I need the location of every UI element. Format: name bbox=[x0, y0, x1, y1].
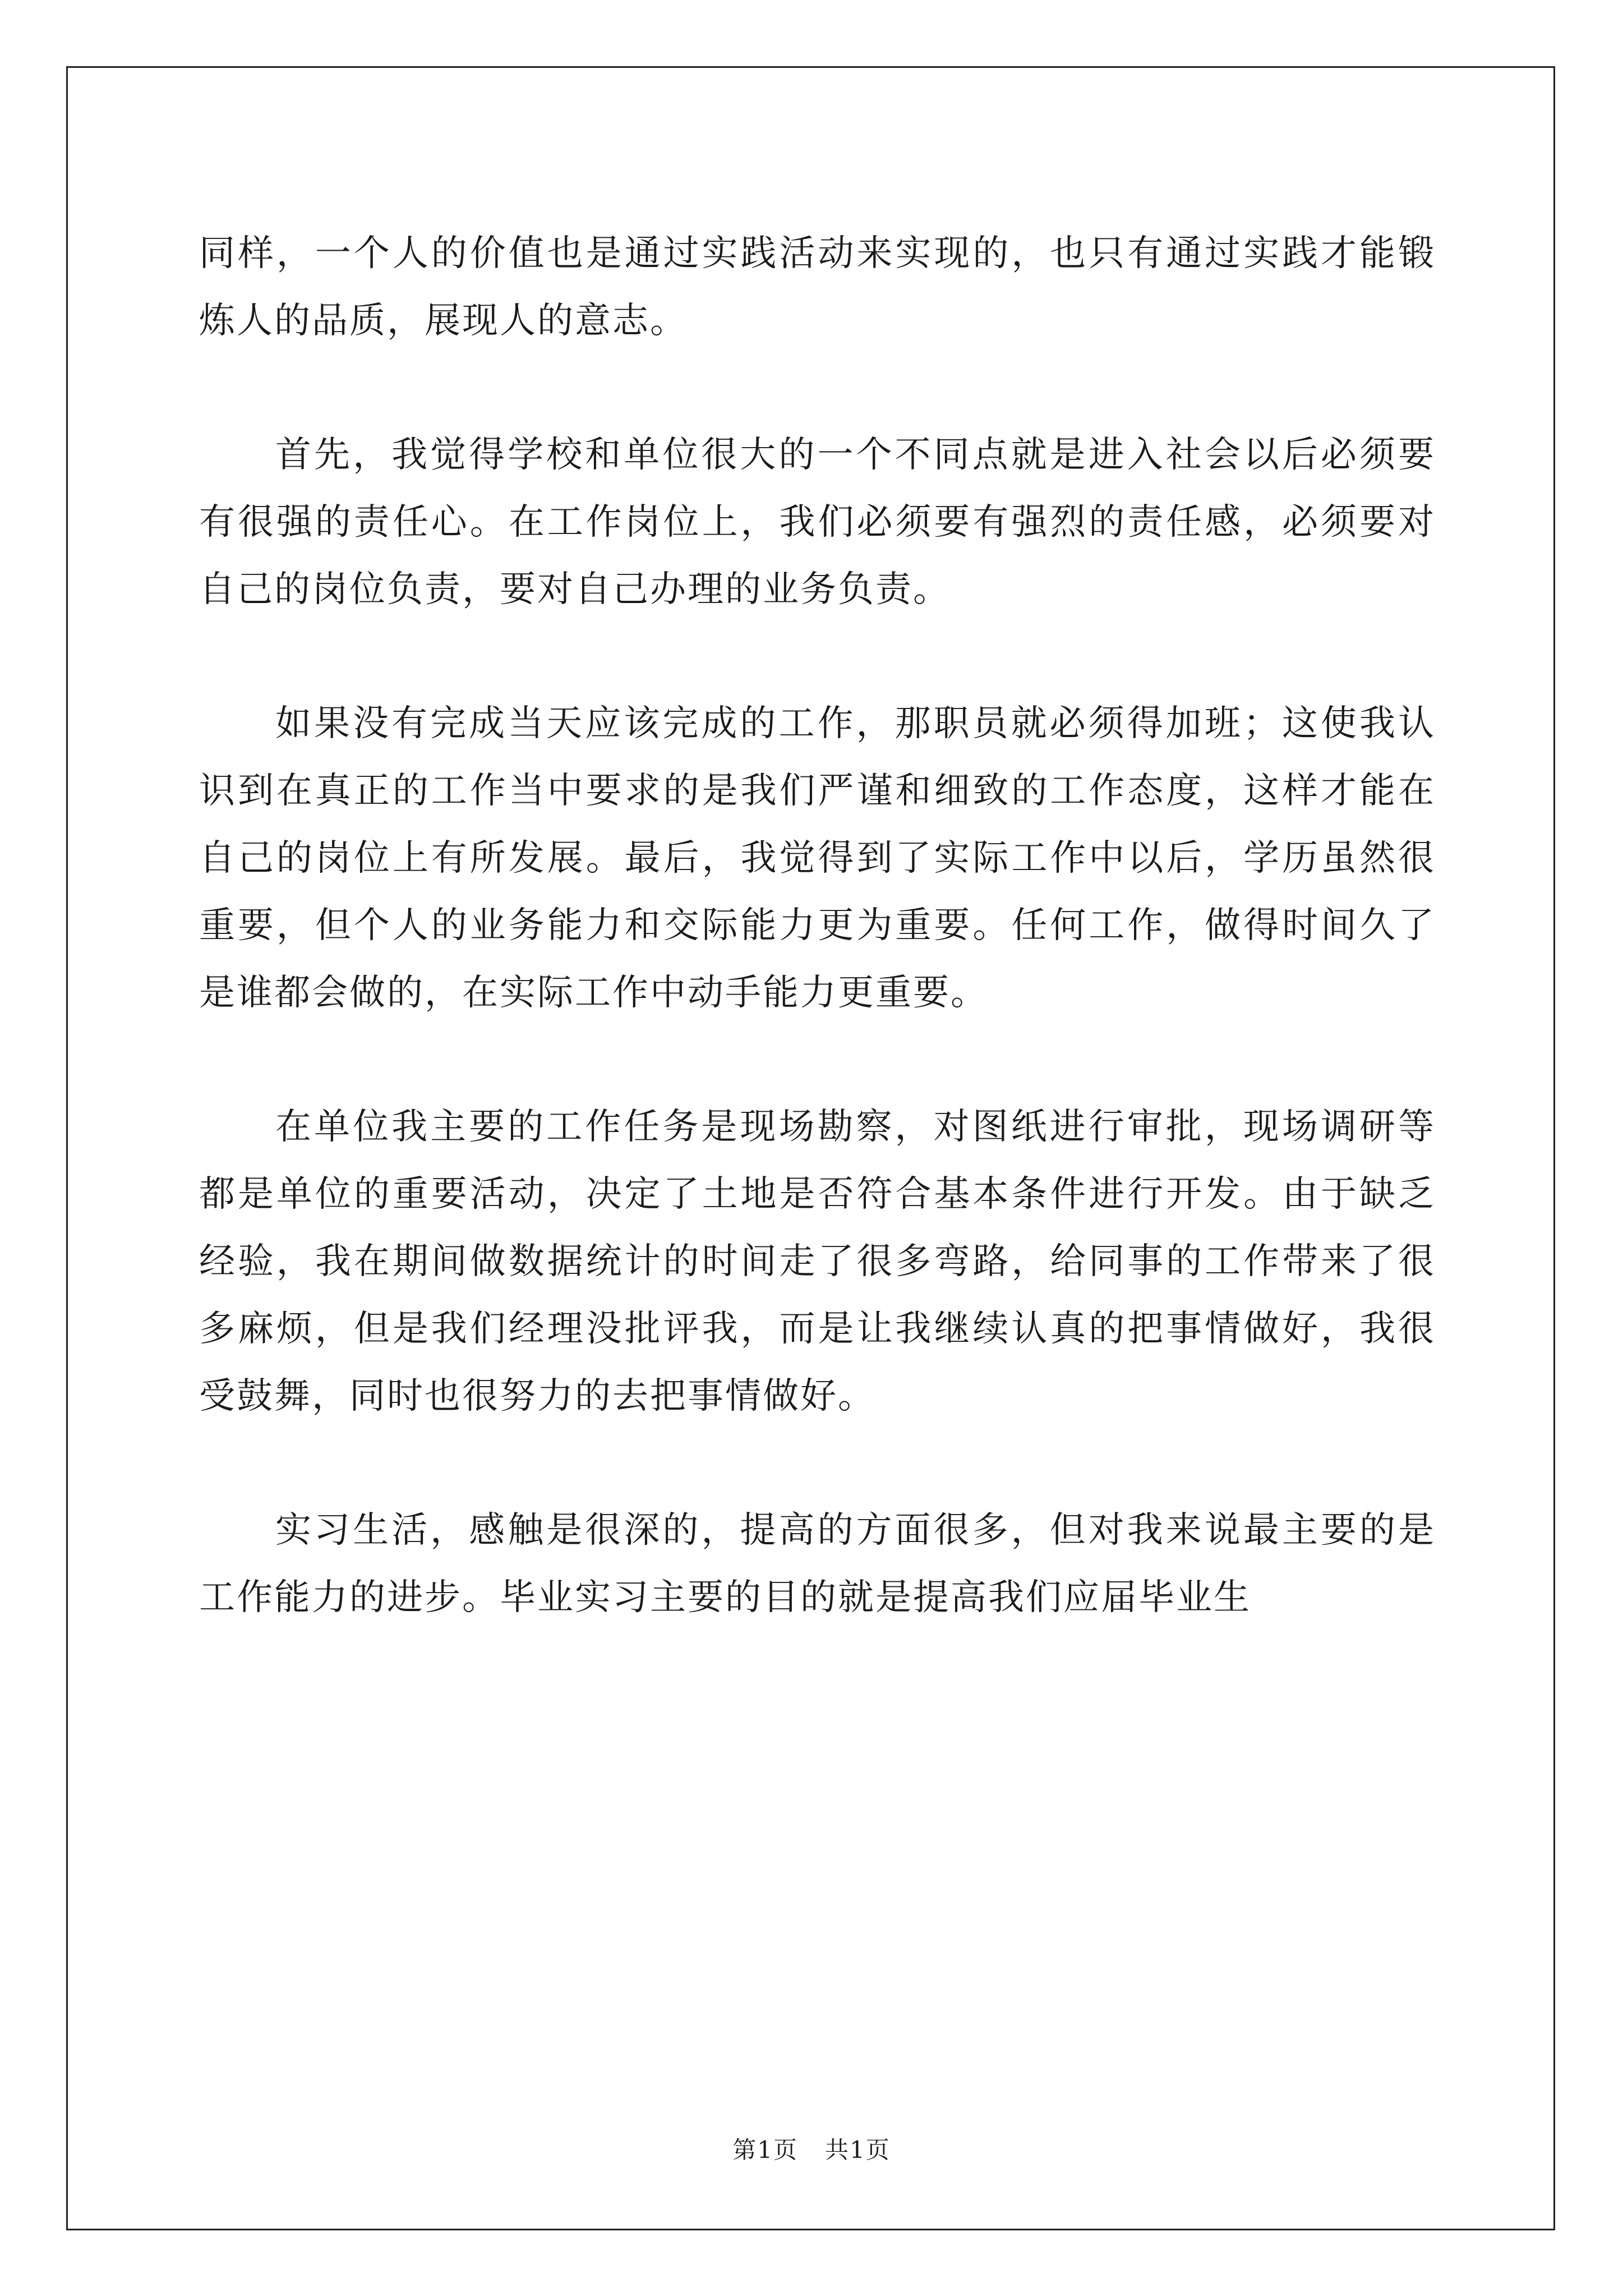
page-number: 第1页 bbox=[732, 2136, 798, 2164]
page-total: 共1页 bbox=[825, 2136, 891, 2164]
paragraph: 在单位我主要的工作任务是现场勘察，对图纸进行审批，现场调研等都是单位的重要活动，决定了土地是否符合基本条件进行开发。由于缺乏经验，我在期间做数据统计的时间走了很多弯路，给同事的工作带来了很多麻烦，但是我们经理没批评我，而是让我继续认真的把事情做好，我很受鼓舞，同时也很努力的去把事情做好。 bbox=[199, 1106, 1436, 1417]
paragraph: 实习生活，感触是很深的，提高的方面很多，但对我来说最主要的是工作能力的进步。毕业实习主要的目的就是提高我们应届毕业生 bbox=[199, 1510, 1436, 1618]
page-footer bbox=[0, 2132, 1623, 2165]
paragraph: 首先，我觉得学校和单位很大的一个不同点就是进入社会以后必须要有很强的责任心。在工作岗位上，我们必须要有强烈的责任感，必须要对自己的岗位负责，要对自己办理的业务负责。 bbox=[199, 434, 1436, 610]
paragraph: 同样，一个人的价值也是通过实践活动来实现的，也只有通过实践才能锻炼人的品质，展现人的意志。 bbox=[199, 233, 1436, 342]
paragraph: 如果没有完成当天应该完成的工作，那职员就必须得加班；这使我认识到在真正的工作当中要求的是我们严谨和细致的工作态度，这样才能在自己的岗位上有所发展。最后，我觉得到了实际工作中以后，学历虽然很重要，但个人的业务能力和交际能力更为重要。任何工作，做得时间久了是谁都会做的，在实际工作中动手能力更重要。 bbox=[199, 703, 1436, 1014]
document-body bbox=[199, 220, 1436, 1631]
